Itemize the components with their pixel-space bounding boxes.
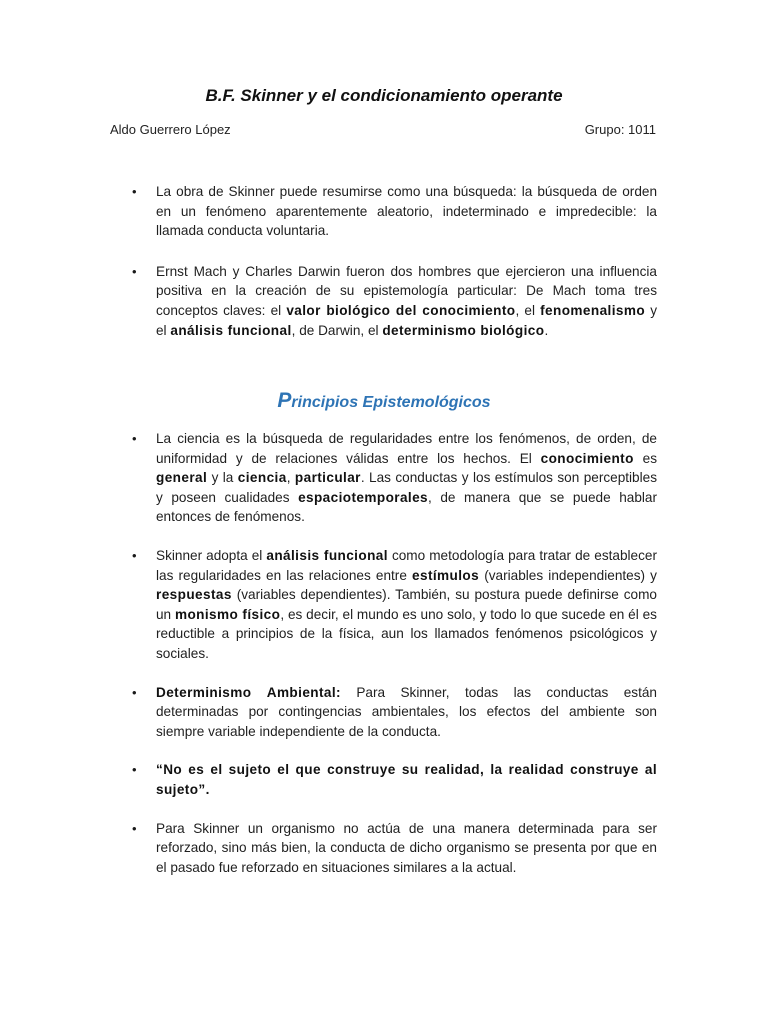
text-run: . (544, 322, 549, 338)
list-item (0, 262, 768, 340)
paragraph-text (156, 683, 657, 742)
paragraph-text (156, 546, 657, 664)
bullet-icon: • (132, 431, 137, 446)
bold-term: análisis funcional (266, 547, 388, 563)
list-item (0, 429, 768, 527)
text-run: como metodología para tratar de establecer las regularidades en las relaciones entre (156, 547, 657, 583)
paragraph-text (156, 760, 657, 799)
text-run: La ciencia es la búsqueda de regularidades entre los fenómenos, de orden, de uniformidad y de relaciones válidas entre los hechos. El (156, 431, 657, 466)
text-run: es (633, 450, 657, 466)
principles-bullet-list (0, 429, 768, 877)
bold-term: “No es el sujeto el que construye su realidad, la realidad construye al sujeto”. (156, 762, 657, 797)
bold-term: espaciotemporales (298, 489, 429, 505)
list-item (0, 182, 768, 241)
text-run: (variables independientes) y (479, 567, 657, 583)
bold-term: conocimiento (540, 450, 634, 466)
text-run: Ernst Mach y Charles Darwin fueron dos hombres que ejercieron una influencia positiva en la creación de su epistemología particular: De Mach toma tres conceptos claves: el (156, 263, 657, 318)
bold-term: general (156, 470, 208, 486)
text-run: Para Skinner, todas las conductas están determinadas por contingencias ambientales, los efectos del ambiente son siempre variable independiente de la conducta. (156, 684, 657, 739)
paragraph-text (156, 819, 657, 878)
paragraph-text (156, 182, 657, 241)
text-run: , el (515, 302, 541, 318)
text-run: , de Darwin, el (291, 322, 383, 338)
list-item (0, 683, 768, 742)
bold-term: monismo físico (174, 606, 281, 622)
bullet-icon: • (132, 263, 137, 279)
intro-bullet-list (0, 182, 768, 340)
list-item (0, 546, 768, 664)
bullet-icon: • (132, 547, 137, 563)
document-title: B.F. Skinner y el condicionamiento operante (205, 86, 563, 105)
bold-term: Determinismo Ambiental: (156, 684, 341, 700)
bullet-icon: • (132, 184, 137, 199)
bold-term: fenomenalismo (540, 302, 646, 318)
list-item (0, 819, 768, 878)
bold-term: ciencia (237, 470, 287, 486)
bullet-icon: • (132, 684, 137, 700)
text-run: y el (156, 302, 657, 338)
paragraph-text (156, 429, 657, 527)
author-name: Aldo Guerrero López (110, 122, 231, 137)
bullet-icon: • (132, 820, 137, 836)
bold-term: estímulos (412, 567, 480, 583)
text-run: , de manera que se puede hablar entonces de fenómenos. (156, 489, 657, 525)
bullet-icon: • (132, 762, 137, 778)
text-run: , (286, 470, 295, 486)
text-run: Para Skinner un organismo no actúa de una manera determinada para ser reforzado, sino más bien, la conducta de dicho organismo se presenta por que en el pasado fue reforzado en situaciones similares a la actual. (156, 820, 657, 875)
section-heading (0, 389, 768, 413)
bold-term: respuestas (156, 587, 232, 603)
text-run: , es decir, el mundo es uno solo, y todo lo que sucede en él es reductible a principios de la física, aun los llamados fenómenos psicológicos y sociales. (156, 606, 657, 661)
text-run: La obra de Skinner puede resumirse como una búsqueda: la búsqueda de orden en un fenómeno aparentemente aleatorio, indeterminado e impredecible: la llamada conducta voluntaria. (156, 184, 657, 239)
bold-term: determinismo biológico (382, 322, 545, 338)
text-run: y la (207, 470, 238, 486)
bold-term: análisis funcional (170, 322, 292, 338)
text-run: (variables dependientes). También, su postura puede definirse como un (156, 587, 657, 622)
group-label: Grupo: 1011 (584, 122, 656, 137)
section-heading-rest: rincipios Epistemológicos (291, 394, 491, 411)
text-run: . Las conductas y los estímulos son perceptibles y poseen cualidades (156, 470, 657, 505)
section-heading-initial: P (277, 389, 292, 412)
paragraph-text (156, 262, 657, 340)
bold-term: particular (294, 470, 361, 486)
bold-term: valor biológico del conocimiento (286, 302, 516, 318)
list-item (0, 760, 768, 799)
text-run: Skinner adopta el (156, 547, 267, 563)
